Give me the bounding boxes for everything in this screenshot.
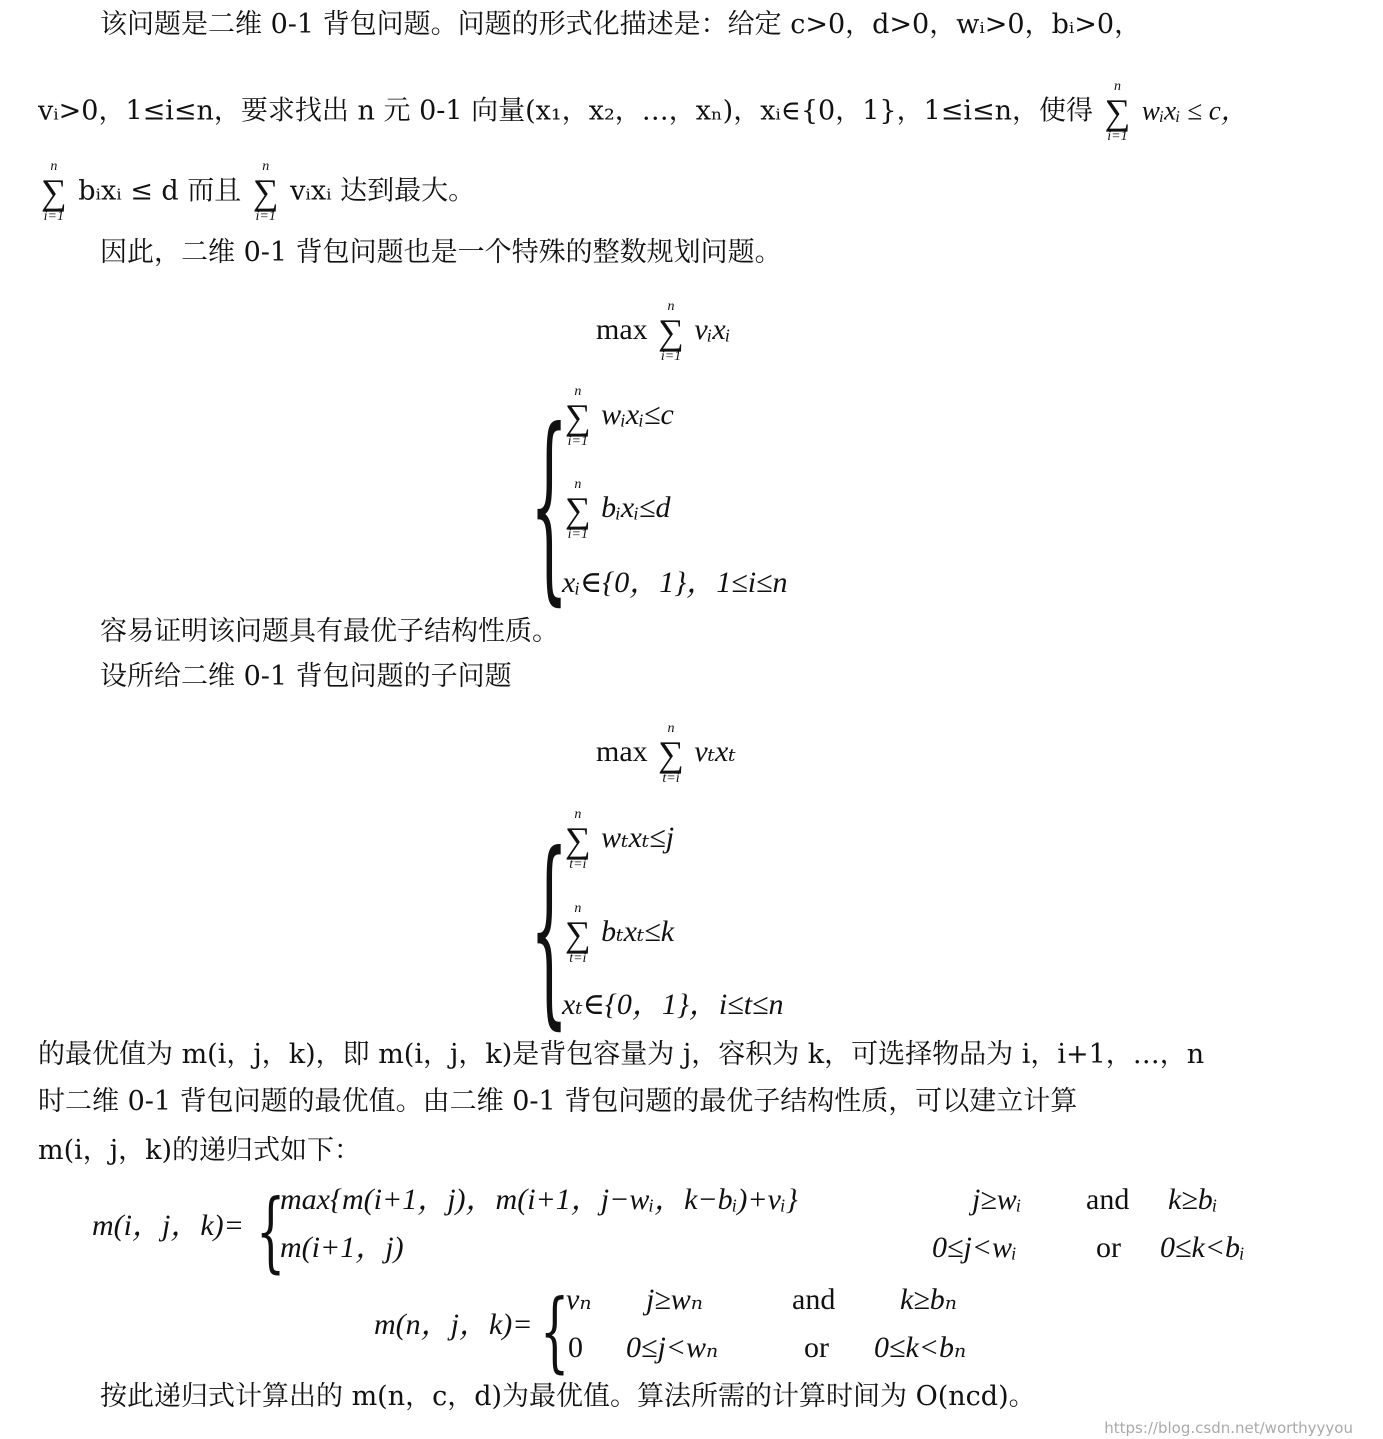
- paragraph-4: 设所给二维 0-1 背包问题的子问题: [100, 661, 512, 692]
- recurrence-2-case-1-cond-b: k≥bₙ: [900, 1283, 957, 1316]
- sum-upper: n: [574, 384, 582, 399]
- sum-upper: n: [667, 299, 675, 314]
- recurrence-1-case-1-joiner: and: [1086, 1183, 1130, 1216]
- program-2-constraint-1: [562, 808, 674, 872]
- sigma: ∑: [41, 172, 67, 212]
- constraint-expression: bₜxₜ≤k: [601, 914, 675, 948]
- sigma: ∑: [565, 820, 591, 860]
- sum-lower: t=i: [662, 771, 680, 786]
- recurrence-2-case-2: 0: [568, 1331, 583, 1364]
- recurrence-2-case-1: vₙ: [566, 1283, 592, 1316]
- sum-symbol: [658, 722, 684, 786]
- paragraph-1-line-1: 该问题是二维 0-1 背包问题。问题的形式化描述是：给定 c>0，d>0，wᵢ>0，bᵢ>0，: [100, 9, 1142, 40]
- paragraph-2: 因此，二维 0-1 背包问题也是一个特殊的整数规划问题。: [100, 237, 782, 268]
- paragraph-1-line-3-text-a: bᵢxᵢ ≤ d 而且: [78, 175, 242, 207]
- sum-upper: n: [574, 901, 582, 916]
- program-2-brace: {: [530, 812, 569, 1050]
- paragraph-1-line-2: [38, 80, 1248, 144]
- sum-upper: n: [262, 159, 270, 174]
- paragraph-1-line-3: [38, 160, 475, 224]
- sigma: ∑: [252, 172, 279, 212]
- paragraph-1-line-2-text: vᵢ>0，1≤i≤n，要求找出 n 元 0-1 向量(x₁，x₂，…，xₙ)，xᵢ∈{0，1}，1≤i≤n，使得: [38, 95, 1094, 127]
- recurrence-2-brace: {: [540, 1280, 570, 1383]
- sigma: ∑: [565, 914, 591, 954]
- sigma: ∑: [1104, 92, 1131, 132]
- recurrence-1-case-1-cond-a: j≥wᵢ: [972, 1183, 1022, 1216]
- paragraph-5-line-3: m(i，j，k)的递归式如下：: [38, 1135, 362, 1166]
- sigma: ∑: [658, 734, 684, 774]
- recurrence-2-case-2-cond-a: 0≤j<wₙ: [626, 1331, 719, 1364]
- sum-lower: i=1: [43, 209, 64, 224]
- program-2-constraint-3: xₜ∈{0，1}，i≤t≤n: [562, 988, 784, 1021]
- paragraph-6: 按此递归式计算出的 m(n，c，d)为最优值。算法所需的计算时间为 O(ncd)。: [100, 1381, 1036, 1412]
- recurrence-1-lhs: m(i，j，k)=: [92, 1209, 244, 1242]
- sum-symbol: [253, 160, 279, 224]
- paragraph-3: 容易证明该问题具有最优子结构性质。: [100, 616, 559, 647]
- paragraph-5-line-2: 时二维 0-1 背包问题的最优值。由二维 0-1 背包问题的最优子结构性质，可以建立计算: [38, 1086, 1078, 1117]
- constraint-expression: wₜxₜ≤j: [601, 820, 675, 854]
- recurrence-2-case-2-joiner: or: [804, 1331, 829, 1364]
- recurrence-1-case-2-cond-a: 0≤j<wᵢ: [932, 1231, 1017, 1264]
- sum-symbol: [565, 808, 591, 872]
- sum-lower: i=1: [567, 527, 588, 542]
- constraint-expression: wᵢxᵢ≤c: [601, 397, 674, 431]
- sum-upper: n: [667, 721, 675, 736]
- sum-lower: i=1: [567, 434, 588, 449]
- sum-symbol: [658, 300, 684, 364]
- recurrence-2-case-1-joiner: and: [792, 1283, 836, 1316]
- max-operator: max: [596, 734, 648, 768]
- recurrence-2-lhs: m(n，j，k)=: [374, 1308, 533, 1341]
- objective-body: vᵢxᵢ: [694, 312, 731, 346]
- sigma: ∑: [565, 490, 591, 530]
- paragraph-5-line-1: 的最优值为 m(i，j，k)，即 m(i，j，k)是背包容量为 j，容积为 k，可选择物品为 i，i+1，…，n: [38, 1039, 1205, 1070]
- paragraph-1-line-3-text-b: vᵢxᵢ 达到最大。: [290, 175, 476, 207]
- program-1-brace: {: [530, 388, 569, 626]
- recurrence-1-case-2-joiner: or: [1096, 1231, 1121, 1264]
- sum-symbol: [41, 160, 67, 224]
- sum-upper: n: [50, 159, 58, 174]
- recurrence-1-case-1-cond-b: k≥bᵢ: [1168, 1183, 1218, 1216]
- sum-upper: n: [1113, 79, 1121, 94]
- program-1-objective: [596, 300, 730, 364]
- recurrence-2-case-2-cond-b: 0≤k<bₙ: [874, 1331, 967, 1364]
- program-1-constraint-1: [562, 385, 674, 449]
- constraint-expression: bᵢxᵢ≤d: [601, 490, 671, 524]
- sum-lower: i=1: [1107, 129, 1128, 144]
- recurrence-2-case-1-cond-a: j≥wₙ: [646, 1283, 703, 1316]
- max-operator: max: [596, 312, 648, 346]
- sum-symbol: [565, 478, 591, 542]
- objective-body: vₜxₜ: [694, 734, 736, 768]
- sum-symbol: [565, 385, 591, 449]
- sum-lower: i=1: [255, 209, 276, 224]
- program-1-constraint-3: xᵢ∈{0，1}，1≤i≤n: [562, 566, 788, 599]
- sum-symbol: [1105, 80, 1131, 144]
- program-2-objective: [596, 722, 736, 786]
- sum-symbol: [565, 902, 591, 966]
- sum-upper: n: [574, 807, 582, 822]
- paragraph-1-line-2-sum-term: wᵢxᵢ ≤ c，: [1141, 95, 1248, 126]
- watermark: https://blog.csdn.net/worthyyyou: [1104, 1419, 1353, 1437]
- recurrence-1-case-2-cond-b: 0≤k<bᵢ: [1160, 1231, 1245, 1264]
- recurrence-1-case-2: m(i+1，j): [280, 1231, 404, 1264]
- recurrence-1-brace: {: [256, 1180, 286, 1283]
- sum-lower: i=1: [660, 349, 682, 364]
- recurrence-1-case-1: max{m(i+1，j)，m(i+1，j−wᵢ，k−bᵢ)+vᵢ}: [280, 1183, 798, 1216]
- program-1-constraint-2: [562, 478, 670, 542]
- sum-upper: n: [574, 477, 582, 492]
- sum-lower: t=i: [569, 857, 587, 872]
- program-2-constraint-2: [562, 902, 674, 966]
- sigma: ∑: [658, 312, 684, 352]
- sigma: ∑: [565, 397, 591, 437]
- sum-lower: t=i: [569, 951, 587, 966]
